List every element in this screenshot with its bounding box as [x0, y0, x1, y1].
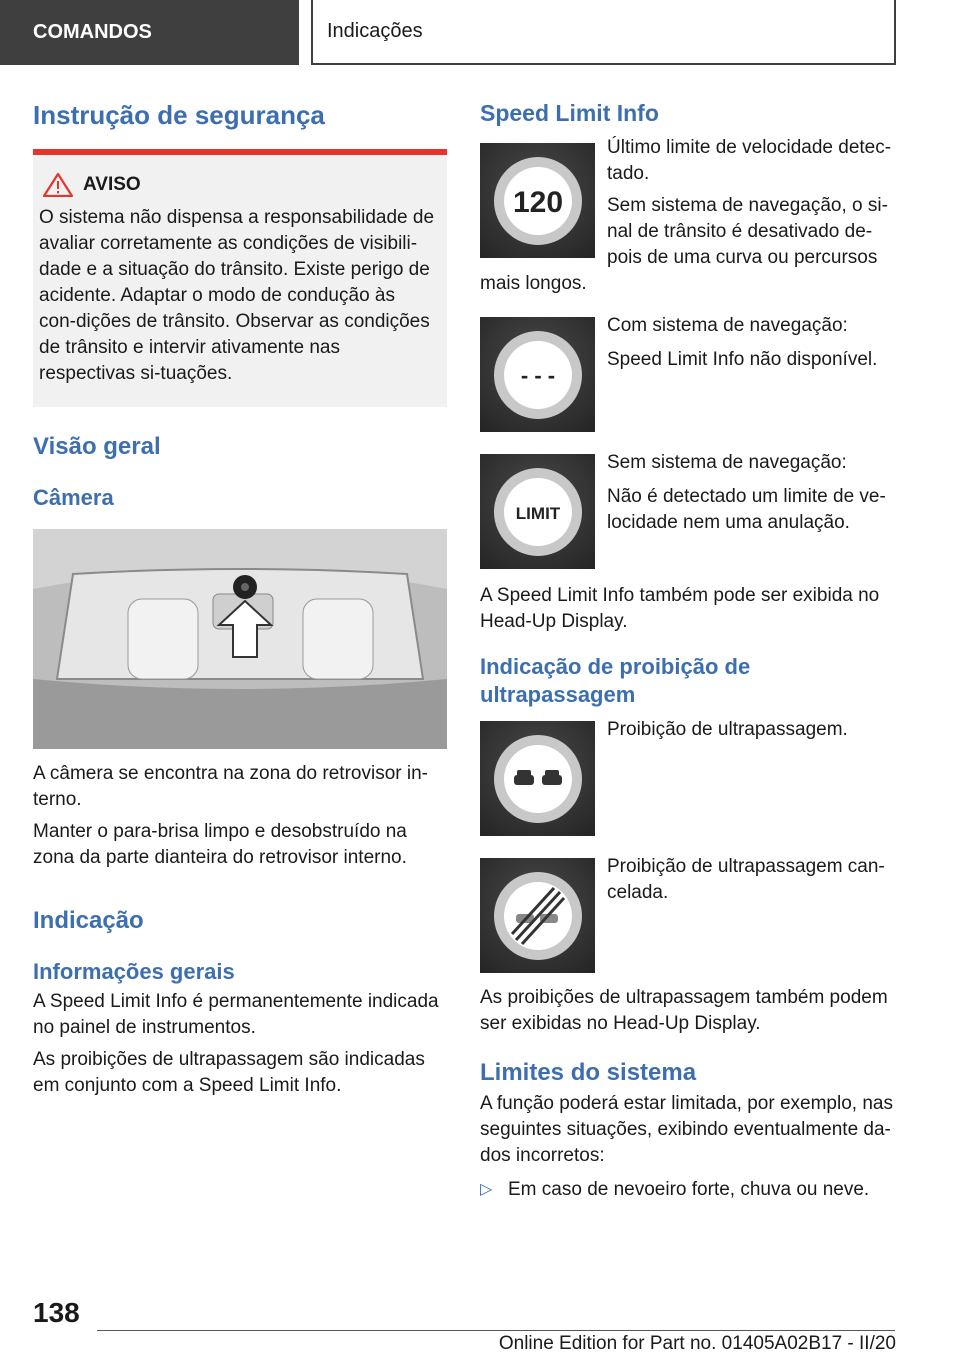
no-passing-end-sign-image — [480, 858, 595, 973]
speed-120-sign-image — [480, 143, 595, 258]
sign1-paragraph-1: Último limite de velocidade detec-tado. — [607, 137, 892, 184]
limits-paragraph: A função poderá estar limitada, por exemplo, nas seguintes situações, exibindo eventualmente da-dos incorretos: — [480, 1093, 893, 1166]
limits-heading: Limites do sistema — [480, 1059, 697, 1086]
edition-note: Online Edition for Part no. 01405A02B17 - II/20 — [498, 1333, 896, 1354]
overview-heading: Visão geral — [33, 433, 161, 460]
no-passing-sign-icon — [490, 731, 586, 827]
sign-row-no-passing — [480, 721, 896, 836]
general-info-heading: Informações gerais — [33, 959, 235, 984]
limits-bullet-text: Em caso de nevoeiro forte, chuva ou neve. — [508, 1179, 870, 1200]
sign2-paragraph-2: Speed Limit Info não disponível. — [607, 349, 878, 370]
speed-unavailable-sign-image — [480, 317, 595, 432]
sign2-paragraph-1: Com sistema de navegação: — [607, 315, 848, 336]
limit-sign-image — [480, 454, 595, 569]
sign1-paragraph-2: Sem sistema de navegação, o si-nal de trânsito é desativado de-pois de uma curva ou percursos — [607, 195, 888, 268]
warning-label: AVISO — [83, 174, 141, 195]
warning-triangle-icon — [43, 173, 73, 197]
chapter-tab — [311, 0, 896, 65]
no-passing-paragraph: Proibição de ultrapassagem. — [607, 719, 848, 740]
sign-row-unavailable — [480, 317, 896, 432]
sign3-paragraph-1: Sem sistema de navegação: — [607, 452, 847, 473]
sign-value-limit: LIMIT — [515, 503, 560, 523]
right-column — [480, 100, 896, 1203]
sign-row-limit — [480, 454, 896, 569]
speed-limit-heading: Speed Limit Info — [480, 100, 659, 126]
limits-bullet-item — [480, 1177, 896, 1203]
warning-title — [39, 173, 437, 197]
warning-text: O sistema não dispensa a responsabilidade de avaliar corretamente as condições de visibili-dade e a situação do trânsito. Existe perigo de acidente. Adaptar o modo de condução às con-dições de trânsito. Observar as condições de trânsito e intervir ativamente nas respectivas si-tuações. — [39, 207, 435, 384]
warning-box — [33, 149, 447, 407]
sign-row-120 — [480, 137, 896, 271]
camera-paragraph-2: Manter o para-brisa limpo e desobstruído na zona da parte dianteira do retrovisor interno. — [33, 821, 407, 868]
sign3-paragraph-2: Não é detectado um limite de ve-locidade nem uma anulação. — [607, 486, 886, 533]
section-label: COMANDOS — [33, 21, 152, 43]
no-passing-sign-image — [480, 721, 595, 836]
general-paragraph-2: As proibições de ultrapassagem são indicadas em conjunto com a Speed Limit Info. — [33, 1049, 425, 1096]
car-interior-image — [33, 529, 447, 749]
left-column — [33, 100, 447, 1099]
sign-value-120: 120 — [512, 185, 563, 219]
triangle-bullet-icon: ▷ — [480, 1181, 493, 1198]
speed-sign-icon — [490, 153, 586, 249]
no-passing-heading: Indicação de proibição de ultrapassagem — [480, 654, 751, 707]
section-tab — [0, 0, 299, 65]
camera-illustration — [33, 529, 447, 749]
no-passing-end-paragraph: Proibição de ultrapassagem can-celada. — [607, 856, 885, 903]
footer-divider — [97, 1330, 895, 1331]
page-number: 138 — [33, 1297, 80, 1328]
dashes-sign-icon — [490, 327, 586, 423]
general-paragraph-1: A Speed Limit Info é permanentemente indicada no painel de instrumentos. — [33, 991, 439, 1038]
indication-heading: Indicação — [33, 907, 144, 934]
camera-heading: Câmera — [33, 485, 114, 510]
hud-paragraph: A Speed Limit Info também pode ser exibida no Head-Up Display. — [480, 585, 880, 632]
sign-row-no-passing-end — [480, 858, 896, 973]
no-passing-end-sign-icon — [490, 868, 586, 964]
no-passing-hud-paragraph: As proibições de ultrapassagem também podem ser exibidas no Head-Up Display. — [480, 987, 888, 1034]
safety-heading: Instrução de segurança — [33, 100, 325, 130]
sign-value-dashes: - - - — [520, 362, 555, 388]
chapter-label: Indicações — [327, 20, 423, 42]
limit-sign-icon — [490, 464, 586, 560]
sign1-paragraph-tail: mais longos. — [480, 273, 587, 294]
camera-paragraph-1: A câmera se encontra na zona do retrovisor in-terno. — [33, 763, 428, 810]
